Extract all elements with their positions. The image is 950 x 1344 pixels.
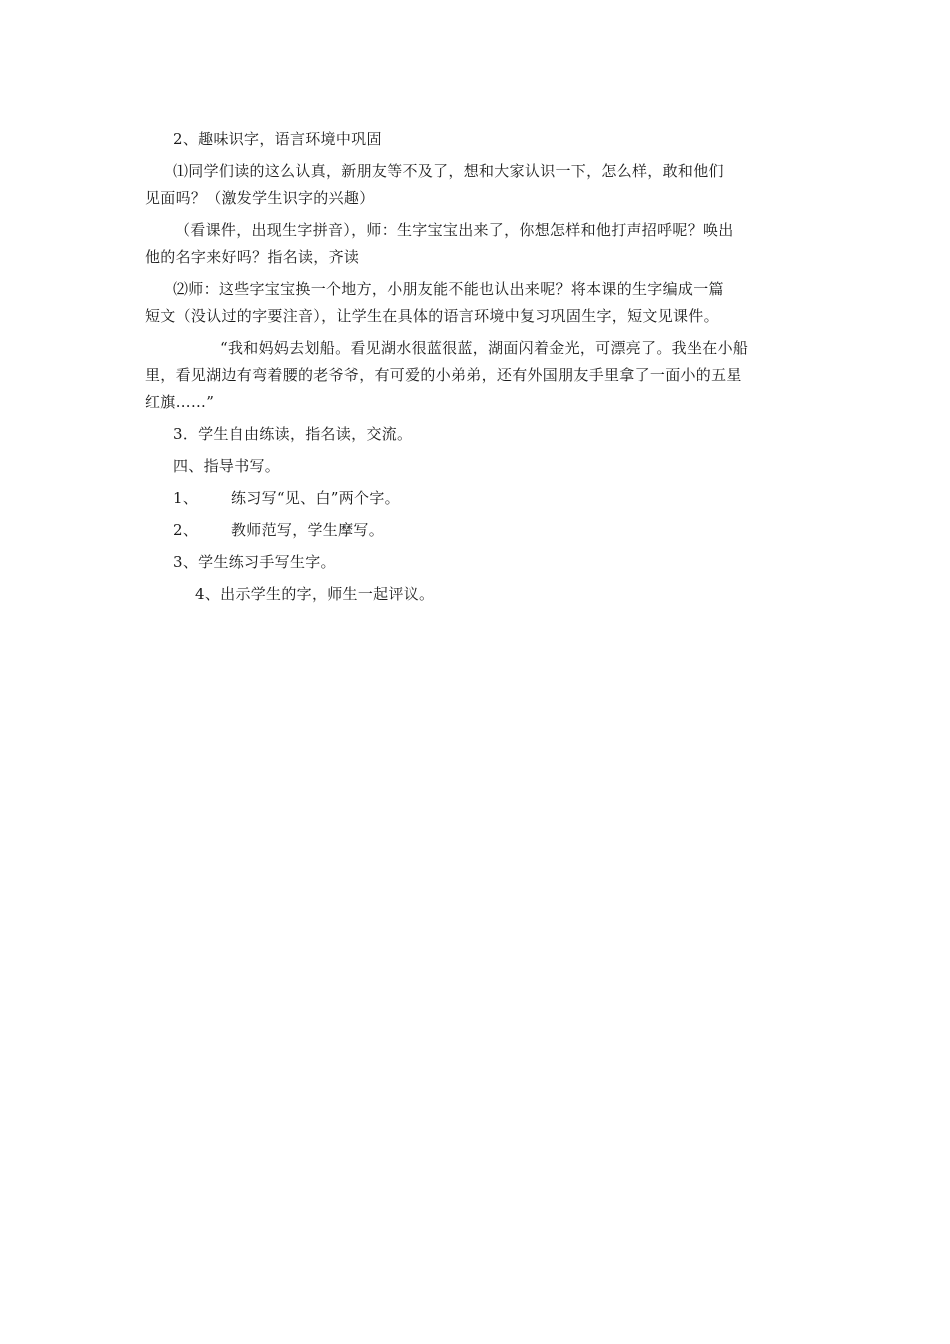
quote-paragraph bbox=[145, 335, 807, 416]
list-number: 2、 bbox=[173, 521, 199, 539]
section-heading: 2、趣味识字，语言环境中巩固 bbox=[173, 130, 382, 148]
item-4: 4、出示学生的字，师生一起评议。 bbox=[195, 585, 435, 603]
list-text: 教师范写，学生摩写。 bbox=[231, 521, 385, 539]
quote-line-2: 里，看见湖边有弯着腰的老爷爷，有可爱的小弟弟，还有外国朋友手里拿了一面小的五星 bbox=[145, 366, 742, 384]
list-item bbox=[145, 517, 807, 544]
paragraph-1-line-1: ⑴同学们读的这么认真，新朋友等不及了，想和大家认识一下，怎么样，敢和他们 bbox=[173, 162, 724, 180]
paragraph-1 bbox=[145, 158, 807, 212]
document-body bbox=[145, 126, 807, 608]
quote-line-1: “我和妈妈去划船。看见湖水很蓝很蓝，湖面闪着金光，可漂亮了。我坐在小船 bbox=[220, 339, 749, 357]
section-4-heading: 四、指导书写。 bbox=[173, 457, 281, 475]
step-3: 3．学生自由练读，指名读，交流。 bbox=[173, 425, 413, 443]
list-item bbox=[145, 485, 807, 512]
item-3: 3、学生练习手写生字。 bbox=[173, 553, 336, 571]
paragraph-1-line-2: 见面吗？（激发学生识字的兴趣） bbox=[145, 189, 375, 207]
list-text: 练习写“见、白”两个字。 bbox=[231, 489, 400, 507]
paragraph-2-line-1: （看课件，出现生字拼音），师：生字宝宝出来了，你想怎样和他打声招呼呢？唤出 bbox=[175, 221, 734, 239]
paragraph-3-line-2: 短文（没认过的字要注音），让学生在具体的语言环境中复习巩固生字，短文见课件。 bbox=[145, 307, 719, 325]
paragraph-3-line-1: ⑵师：这些字宝宝换一个地方，小朋友能不能也认出来呢？将本课的生字编成一篇 bbox=[173, 280, 724, 298]
list-number: 1、 bbox=[173, 489, 199, 507]
paragraph-3 bbox=[145, 276, 807, 330]
paragraph-2-line-2: 他的名字来好吗？指名读，齐读 bbox=[145, 248, 360, 266]
quote-line-3: 红旗……” bbox=[145, 393, 215, 411]
paragraph-2 bbox=[145, 217, 807, 271]
